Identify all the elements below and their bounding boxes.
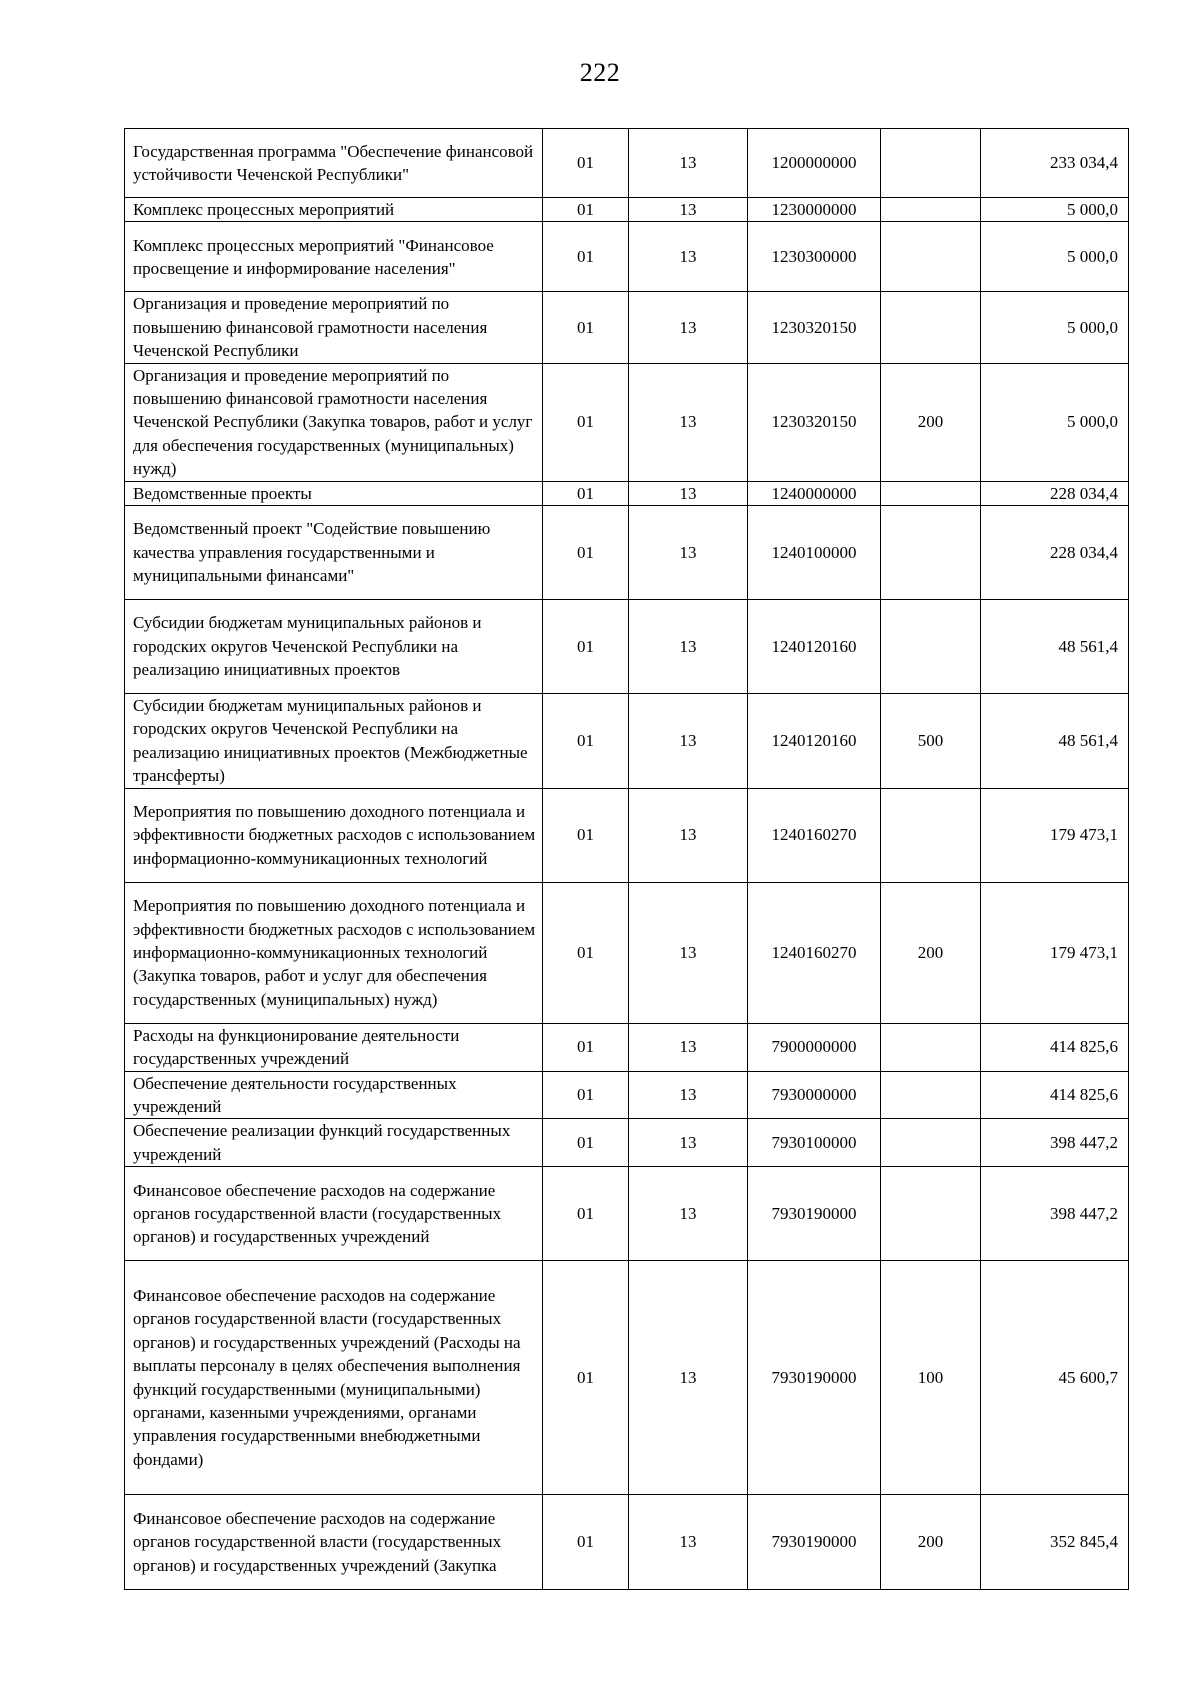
row-expense-type [881,600,981,694]
row-target-article: 1240120160 [748,694,881,789]
row-name: Комплекс процессных мероприятий [125,198,543,222]
row-amount: 414 825,6 [981,1071,1129,1119]
table-row [125,882,1129,1023]
row-target-article: 1240160270 [748,882,881,1023]
row-subsection: 13 [629,481,748,505]
table-row [125,222,1129,292]
row-target-article: 1230320150 [748,363,881,481]
row-name: Ведомственный проект "Содействие повышению качества управления государственными и муниципальными финансами" [125,506,543,600]
row-amount: 5 000,0 [981,292,1129,363]
row-subsection: 13 [629,882,748,1023]
row-target-article: 1230000000 [748,198,881,222]
row-subsection: 13 [629,198,748,222]
row-expense-type: 200 [881,1495,981,1590]
row-subsection: 13 [629,1071,748,1119]
row-target-article: 7930000000 [748,1071,881,1119]
row-target-article: 1240100000 [748,506,881,600]
row-section: 01 [543,1261,629,1495]
row-name: Субсидии бюджетам муниципальных районов и городских округов Чеченской Республики на реализацию инициативных проектов [125,600,543,694]
row-section: 01 [543,198,629,222]
row-subsection: 13 [629,600,748,694]
table-row [125,363,1129,481]
row-subsection: 13 [629,222,748,292]
row-section: 01 [543,292,629,363]
row-expense-type [881,129,981,198]
table-row [125,506,1129,600]
row-expense-type [881,222,981,292]
row-name: Финансовое обеспечение расходов на содержание органов государственной власти (государственных органов) и государственных учреждений [125,1167,543,1261]
row-subsection: 13 [629,1261,748,1495]
row-expense-type [881,1071,981,1119]
table-row [125,292,1129,363]
row-section: 01 [543,1023,629,1071]
row-subsection: 13 [629,363,748,481]
row-expense-type [881,788,981,882]
row-expense-type: 500 [881,694,981,789]
row-name: Организация и проведение мероприятий по повышению финансовой грамотности населения Чеченской Республики (Закупка товаров, работ и услуг для обеспечения государственных (муниципальных) нужд) [125,363,543,481]
row-amount: 414 825,6 [981,1023,1129,1071]
row-expense-type [881,1119,981,1167]
row-target-article: 1240160270 [748,788,881,882]
row-amount: 398 447,2 [981,1119,1129,1167]
row-expense-type [881,481,981,505]
row-target-article: 1230300000 [748,222,881,292]
row-section: 01 [543,129,629,198]
row-name: Обеспечение реализации функций государственных учреждений [125,1119,543,1167]
row-subsection: 13 [629,1119,748,1167]
row-name: Обеспечение деятельности государственных учреждений [125,1071,543,1119]
row-amount: 352 845,4 [981,1495,1129,1590]
row-target-article: 7900000000 [748,1023,881,1071]
page-number: 222 [579,58,621,87]
row-section: 01 [543,1167,629,1261]
row-subsection: 13 [629,506,748,600]
row-section: 01 [543,694,629,789]
table-row [125,694,1129,789]
row-name: Организация и проведение мероприятий по повышению финансовой грамотности населения Чеченской Республики [125,292,543,363]
row-target-article: 7930100000 [748,1119,881,1167]
row-name: Государственная программа "Обеспечение финансовой устойчивости Чеченской Республики" [125,129,543,198]
row-expense-type: 100 [881,1261,981,1495]
row-target-article: 1240000000 [748,481,881,505]
table-row [125,788,1129,882]
row-expense-type: 200 [881,882,981,1023]
table-row [125,481,1129,505]
table-row [125,1071,1129,1119]
row-amount: 179 473,1 [981,882,1129,1023]
row-section: 01 [543,481,629,505]
row-name: Расходы на функционирование деятельности государственных учреждений [125,1023,543,1071]
row-subsection: 13 [629,129,748,198]
row-expense-type [881,292,981,363]
table-row [125,1167,1129,1261]
row-subsection: 13 [629,788,748,882]
row-name: Мероприятия по повышению доходного потенциала и эффективности бюджетных расходов с использованием информационно-коммуникационных технологий (Закупка товаров, работ и услуг для обеспечения государственных (муниципальных) нужд) [125,882,543,1023]
budget-table-body [125,129,1129,1590]
row-name: Финансовое обеспечение расходов на содержание органов государственной власти (государственных органов) и государственных учреждений (Расходы на выплаты персоналу в целях обеспечения выполнения функций государственными (муниципальными) органами, казенными учреждениями, органами управления государственными внебюджетными фондами) [125,1261,543,1495]
row-expense-type [881,198,981,222]
row-expense-type [881,506,981,600]
row-section: 01 [543,788,629,882]
table-row [125,1119,1129,1167]
row-section: 01 [543,1071,629,1119]
row-name: Мероприятия по повышению доходного потенциала и эффективности бюджетных расходов с использованием информационно-коммуникационных технологий [125,788,543,882]
row-subsection: 13 [629,694,748,789]
table-row [125,129,1129,198]
table-row [125,1023,1129,1071]
row-section: 01 [543,222,629,292]
row-subsection: 13 [629,292,748,363]
row-amount: 228 034,4 [981,506,1129,600]
row-amount: 233 034,4 [981,129,1129,198]
row-target-article: 7930190000 [748,1167,881,1261]
row-target-article: 1240120160 [748,600,881,694]
row-name: Ведомственные проекты [125,481,543,505]
table-row [125,1495,1129,1590]
table-row [125,198,1129,222]
row-subsection: 13 [629,1023,748,1071]
row-section: 01 [543,1495,629,1590]
row-target-article: 7930190000 [748,1495,881,1590]
row-name: Комплекс процессных мероприятий "Финансовое просвещение и информирование населения" [125,222,543,292]
row-amount: 228 034,4 [981,481,1129,505]
row-section: 01 [543,363,629,481]
table-row [125,600,1129,694]
row-target-article: 1230320150 [748,292,881,363]
row-amount: 45 600,7 [981,1261,1129,1495]
row-amount: 48 561,4 [981,694,1129,789]
row-amount: 5 000,0 [981,222,1129,292]
row-section: 01 [543,882,629,1023]
row-section: 01 [543,600,629,694]
row-amount: 179 473,1 [981,788,1129,882]
row-section: 01 [543,1119,629,1167]
row-name: Финансовое обеспечение расходов на содержание органов государственной власти (государственных органов) и государственных учреждений (Закупка [125,1495,543,1590]
row-expense-type: 200 [881,363,981,481]
row-expense-type [881,1023,981,1071]
table-row [125,1261,1129,1495]
row-subsection: 13 [629,1167,748,1261]
row-amount: 5 000,0 [981,198,1129,222]
row-target-article: 1200000000 [748,129,881,198]
row-amount: 5 000,0 [981,363,1129,481]
row-target-article: 7930190000 [748,1261,881,1495]
row-subsection: 13 [629,1495,748,1590]
row-expense-type [881,1167,981,1261]
row-amount: 398 447,2 [981,1167,1129,1261]
budget-table [124,128,1129,1590]
row-section: 01 [543,506,629,600]
row-amount: 48 561,4 [981,600,1129,694]
row-name: Субсидии бюджетам муниципальных районов и городских округов Чеченской Республики на реализацию инициативных проектов (Межбюджетные трансферты) [125,694,543,789]
